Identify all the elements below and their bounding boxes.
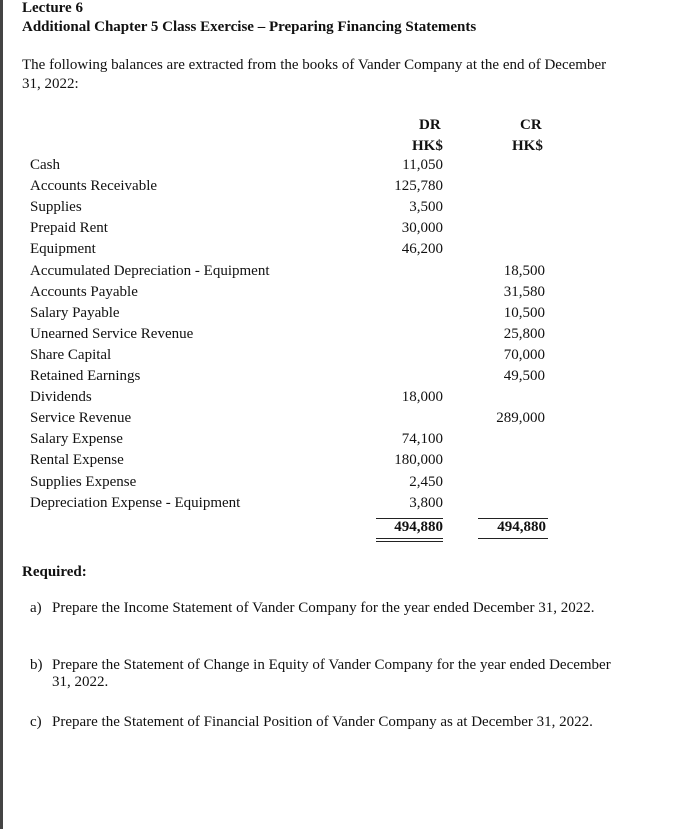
item-marker: a) xyxy=(30,600,42,616)
cr-amount: 70,000 xyxy=(503,346,545,363)
total-dr: 494,880 xyxy=(394,519,443,535)
item-marker: b) xyxy=(30,657,43,673)
item-marker: c) xyxy=(30,714,42,730)
cr-currency: HK$ xyxy=(512,138,543,154)
dr-amount: 125,780 xyxy=(394,178,443,195)
dr-total-double-line xyxy=(376,541,443,542)
account-name: Supplies Expense xyxy=(30,473,137,490)
cr-amount: 25,800 xyxy=(503,325,545,342)
cr-amount: 289,000 xyxy=(496,410,545,427)
dr-amount: 180,000 xyxy=(394,452,443,469)
item-text: Prepare the Statement of Change in Equity of Vander Company for the year ended December 31, 2022. xyxy=(52,657,611,690)
required-heading: Required: xyxy=(22,564,87,580)
dr-header: DR xyxy=(419,117,441,133)
page-left-border xyxy=(0,0,3,829)
account-name: Accounts Payable xyxy=(30,283,138,300)
dr-amount: 74,100 xyxy=(401,431,443,448)
page-title: Additional Chapter 5 Class Exercise – Preparing Financing Statements xyxy=(22,19,477,35)
cr-total-line xyxy=(478,538,548,539)
cr-header: CR xyxy=(520,117,542,133)
dr-total-double-line xyxy=(376,538,443,539)
account-name: Salary Payable xyxy=(30,304,120,321)
dr-amount: 18,000 xyxy=(401,389,443,406)
account-name: Prepaid Rent xyxy=(30,220,108,237)
account-name: Unearned Service Revenue xyxy=(30,325,194,342)
dr-amount: 2,450 xyxy=(409,473,443,490)
account-name: Rental Expense xyxy=(30,452,124,469)
dr-amount: 3,800 xyxy=(409,494,443,511)
account-name: Cash xyxy=(30,157,60,173)
dr-currency: HK$ xyxy=(412,138,443,154)
dr-amount: 30,000 xyxy=(401,220,443,237)
account-name: Equipment xyxy=(30,241,96,258)
account-name: Accounts Receivable xyxy=(30,178,158,195)
lecture-label: Lecture 6 xyxy=(22,0,83,16)
cr-amount: 49,500 xyxy=(503,368,545,384)
cr-amount: 31,580 xyxy=(503,283,545,300)
dr-amount: 3,500 xyxy=(409,199,443,216)
account-name: Depreciation Expense - Equipment xyxy=(30,494,241,511)
dr-amount: 46,200 xyxy=(401,241,443,258)
cr-amount: 18,500 xyxy=(503,262,545,279)
total-cr: 494,880 xyxy=(497,519,546,535)
account-name: Supplies xyxy=(30,199,82,216)
account-name: Accumulated Depreciation - Equipment xyxy=(30,262,270,279)
account-name: Dividends xyxy=(30,389,92,406)
item-text: Prepare the Income Statement of Vander Company for the year ended December 31, 2022. xyxy=(52,600,595,616)
intro-text: The following balances are extracted from the books of Vander Company at the end of December 31, 2022: xyxy=(22,57,607,92)
dr-amount: 11,050 xyxy=(402,157,443,173)
account-name: Retained Earnings xyxy=(30,368,141,384)
account-name: Salary Expense xyxy=(30,431,123,448)
account-name: Share Capital xyxy=(30,346,112,363)
cr-amount: 10,500 xyxy=(503,304,545,321)
account-name: Service Revenue xyxy=(30,410,132,427)
item-text: Prepare the Statement of Financial Position of Vander Company as at December 31, 2022. xyxy=(52,714,593,730)
